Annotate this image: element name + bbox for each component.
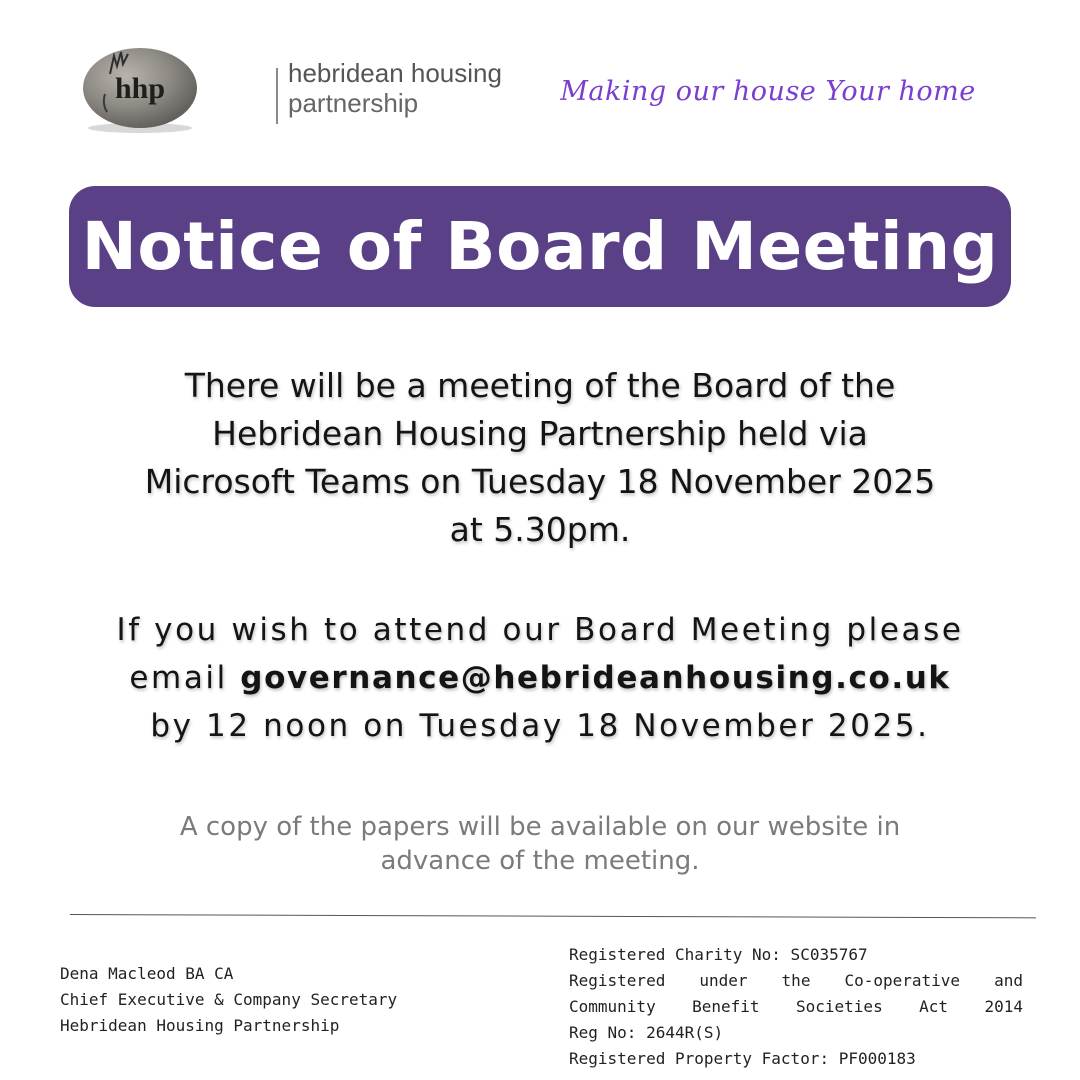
logo-mark: hhp [114,72,166,105]
papers-note-line: advance of the meeting. [380,846,700,876]
attend-instructions [20,606,1060,750]
papers-note [90,810,990,878]
footer-divider [70,914,1036,918]
registration-line: Registered Property Factor: PF000183 [569,1049,916,1068]
registration-line: Registered Charity No: SC035767 [569,945,868,964]
papers-note-line: A copy of the papers will be available on our website in [179,812,901,842]
governance-email-link[interactable]: governance@hebrideanhousing.co.uk [240,660,951,696]
hhp-logo [80,40,502,140]
signature-name: Dena Macleod BA CA [60,964,234,983]
attend-line: If you wish to attend our Board Meeting please [116,612,964,648]
attend-line: by 12 noon on Tuesday 18 November 2025. [150,708,930,744]
page-title: Notice of Board Meeting [81,208,999,285]
signature-role: Chief Executive & Company Secretary [60,990,398,1009]
attend-email-prefix: email [129,660,241,696]
meeting-line: Hebridean Housing Partnership held via [212,414,868,453]
pebble-logo-icon [80,40,200,134]
meeting-details [40,362,1040,554]
logo-name-line2: partnership [288,88,419,118]
tagline-text: Making our house Your home [560,76,976,107]
signature-block [60,961,397,1039]
title-banner [69,186,1011,307]
logo-divider [276,68,278,124]
signature-organisation: Hebridean Housing Partnership [60,1016,340,1035]
logo-name-line1: hebridean housing [288,58,502,88]
meeting-line: at 5.30pm. [449,510,631,549]
registration-block [569,942,1023,1072]
registration-line: Community Benefit Societies Act 2014 [569,997,1023,1016]
registration-line: Reg No: 2644R(S) [569,1023,724,1042]
tagline [548,42,988,142]
registration-line: Registered under the Co-operative and [569,971,1023,990]
meeting-line: There will be a meeting of the Board of the [184,366,896,405]
logo-name [288,58,502,118]
attend-email-line [20,654,1060,702]
meeting-line: Microsoft Teams on Tuesday 18 November 2025 [144,462,936,501]
